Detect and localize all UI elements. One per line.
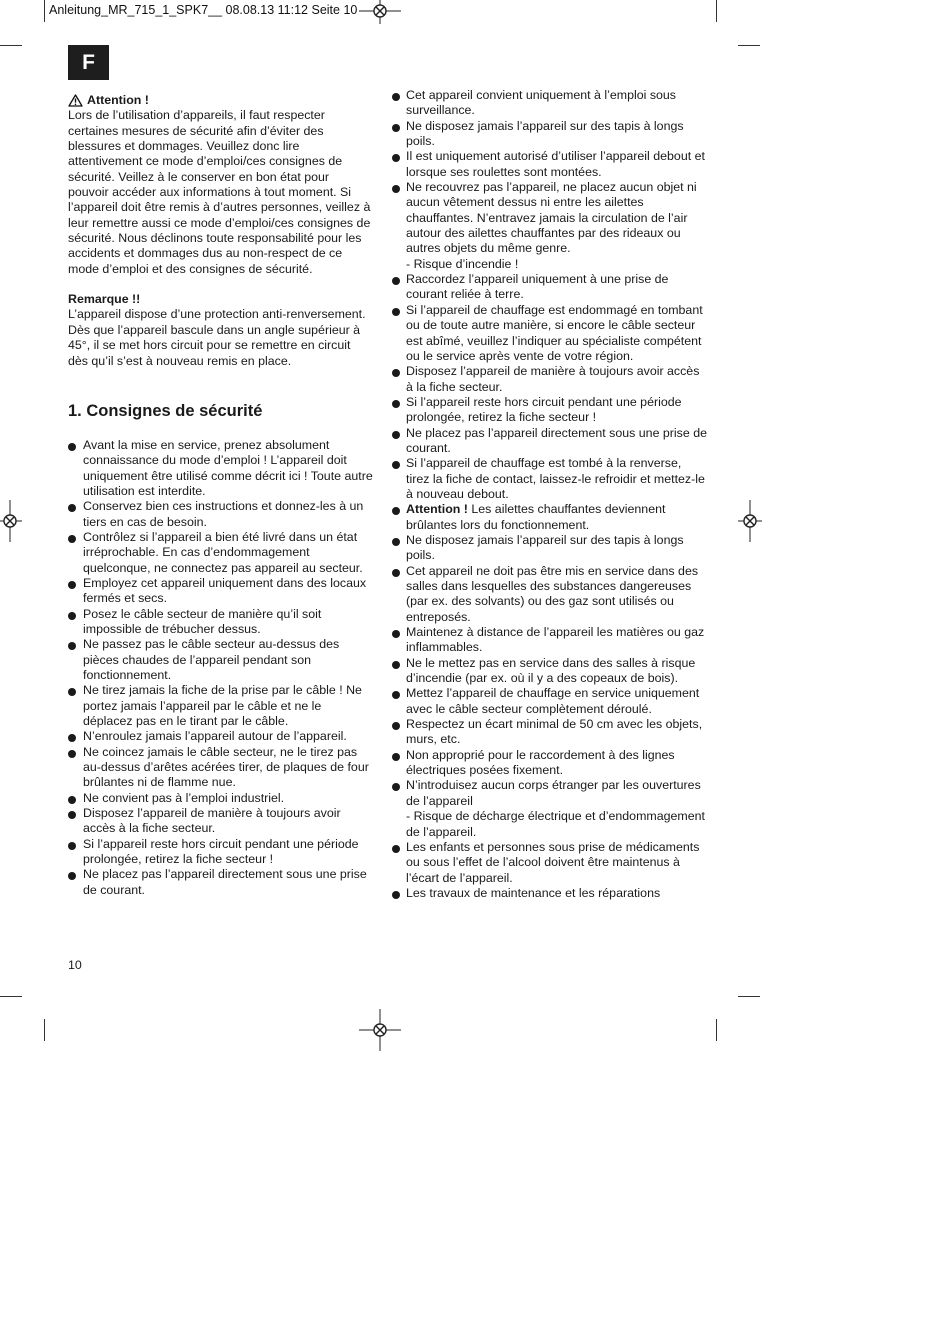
list-item-text: Les enfants et personnes sous prise de médicaments ou sous l’effet de l’alcool doivent être maintenus à l’écart de l’appareil. (406, 839, 700, 885)
list-item (68, 607, 373, 638)
list-item (392, 686, 707, 717)
bullet-icon (68, 688, 76, 696)
list-item (392, 533, 707, 564)
list-item (392, 840, 707, 886)
list-item-text: Cet appareil convient uniquement à l’emploi sous surveillance. (406, 88, 676, 118)
list-item-text: Respectez un écart minimal de 50 cm avec les objets, murs, etc. (406, 717, 703, 747)
bullet-icon (68, 796, 76, 804)
bullet-icon (392, 400, 400, 408)
registration-mark-icon (0, 500, 22, 542)
bullet-icon (392, 507, 400, 515)
list-item-text: Cet appareil ne doit pas être mis en service dans des salles dans lesquelles des substances dangereuses (par ex. des solvants) ou des gaz sont utilisés ou entreposés. (406, 563, 699, 624)
bullet-icon (392, 722, 400, 730)
list-item-text: Ne placez pas l’appareil directement sous une prise de courant. (406, 425, 707, 455)
language-badge: F (68, 45, 109, 80)
bullet-icon (68, 535, 76, 543)
attention-text: Les ailettes chauffantes deviennent brûlantes lors du fonctionnement. (406, 502, 669, 532)
bullet-icon (392, 185, 400, 193)
list-item (68, 745, 373, 791)
left-column (68, 93, 373, 898)
list-item-text: Il est uniquement autorisé d’utiliser l’appareil debout et lorsque ses roulettes sont montées. (406, 149, 705, 179)
bullet-icon (68, 734, 76, 742)
right-column (392, 88, 707, 901)
bullet-icon (392, 569, 400, 577)
list-item-text: Posez le câble secteur de manière qu’il soit impossible de trébucher dessus. (83, 606, 322, 636)
safety-list-right-a (392, 88, 707, 502)
registration-mark-icon (738, 500, 762, 542)
crop-mark (0, 996, 22, 997)
bullet-icon (392, 630, 400, 638)
list-item (392, 180, 707, 272)
bullet-icon (68, 842, 76, 850)
list-item-text: Employez cet appareil uniquement dans des locaux fermés et secs. (83, 575, 367, 606)
crop-mark (44, 0, 45, 22)
bullet-icon (392, 277, 400, 285)
list-item (392, 272, 707, 303)
bullet-icon (68, 811, 76, 819)
bullet-icon (392, 124, 400, 132)
list-item-text: Conservez bien ces instructions et donnez-les à un tiers en cas de besoin. (83, 499, 364, 529)
safety-list-right-b (392, 533, 707, 901)
list-item (68, 438, 373, 499)
list-item (68, 576, 373, 607)
list-item (68, 806, 373, 837)
bullet-icon (392, 845, 400, 853)
bullet-icon (392, 891, 400, 899)
list-item (68, 499, 373, 530)
crop-mark (716, 0, 717, 22)
list-item-text: Ne placez pas l’appareil directement sous une prise de courant. (83, 867, 367, 897)
bullet-icon (392, 369, 400, 377)
list-item-text: Ne disposez jamais l’appareil sur des tapis à longs poils. (406, 532, 684, 563)
attention-body: Lors de l’utilisation d’appareils, il faut respecter certaines mesures de sécurité afin d’éviter des blessures et dommages. Veuillez donc lire attentivement ce mode d’emploi/ces consignes de sécurité. Veillez à le conserver en bon état pour pouvoir accéder aux informations à tout moment. Si l’appareil doit être remis à d’autres personnes, veillez à leur remettre aussi ce mode d’emploi/ces consignes de sécurité. Nous déclinons toute responsabilité pour les accidents et dommages dus au non-respect de ce mode d’emploi et des consignes de sécurité. (68, 108, 371, 276)
print-slug: Anleitung_MR_715_1_SPK7__ 08.08.13 11:12 Seite 10 (49, 3, 358, 17)
list-item-text: Raccordez l’appareil uniquement à une prise de courant reliée à terre. (406, 272, 669, 302)
list-item-text: Les travaux de maintenance et les réparations (406, 885, 661, 900)
list-item (392, 303, 707, 364)
list-item (392, 456, 707, 502)
list-item-text: Non approprié pour le raccordement à des lignes électriques posées fixement. (406, 747, 675, 778)
bullet-icon (392, 154, 400, 162)
bullet-icon (68, 872, 76, 880)
bullet-icon (392, 93, 400, 101)
crop-mark (0, 45, 22, 46)
list-item-text: Ne recouvrez pas l’appareil, ne placez aucun objet ni aucun vêtement dessus ni entre les ailettes chauffantes. N’entravez jamais la circulation de l’air autour des ailettes chauffantes par des rideaux ou autres objets du même genre. - Risque d’incendie ! (406, 180, 697, 271)
bullet-icon (392, 691, 400, 699)
list-item (68, 637, 373, 683)
list-item-text: Ne convient pas à l’emploi industriel. (83, 790, 285, 805)
list-item (392, 564, 707, 625)
list-item (392, 88, 707, 119)
registration-mark-icon (359, 0, 401, 24)
list-item-text: Avant la mise en service, prenez absolument connaissance du mode d’emploi ! L’appareil doit uniquement être utilisé comme décrit ici ! Toute autre utilisation est interdite. (83, 437, 373, 498)
list-item-text: Si l’appareil de chauffage est endommagé en tombant ou de toute autre manière, si encore le câble secteur est abîmé, veuillez l’indiquer au spécialiste compétent ou le service après vente de votre région. (406, 302, 703, 363)
list-item-text: Ne le mettez pas en service dans des salles à risque d’incendie (par ex. où il y a des copeaux de bois). (406, 655, 696, 686)
list-item-text: Mettez l’appareil de chauffage en service uniquement avec le câble secteur complètement déroulé. (406, 686, 700, 716)
bullet-icon (68, 750, 76, 758)
list-item-text: Si l’appareil de chauffage est tombé à la renverse, tirez la fiche de contact, laissez-le refroidir et mettez-le à nouveau debout. (406, 456, 705, 501)
attention-heading (68, 93, 373, 108)
list-item-text: Contrôlez si l’appareil a bien été livré dans un état irréprochable. En cas d’endommagement quelconque, ne connectez pas appareil au secteur. (83, 529, 363, 575)
section-title: 1. Consignes de sécurité (68, 401, 263, 420)
list-item-text: Disposez l’appareil de manière à toujours avoir accès à la fiche secteur. (83, 806, 341, 836)
list-item-text: Si l’appareil reste hors circuit pendant une période prolongée, retirez la fiche secteur ! (83, 836, 359, 867)
bullet-icon (392, 783, 400, 791)
crop-mark (738, 45, 760, 46)
bullet-icon (68, 581, 76, 589)
bullet-icon (68, 642, 76, 650)
list-item-text: Ne passez pas le câble secteur au-dessus des pièces chaudes de l’appareil pendant son fonctionnement. (83, 637, 340, 682)
bullet-icon (68, 504, 76, 512)
list-item-text: Maintenez à distance de l’appareil les matières ou gaz inflammables. (406, 625, 705, 655)
list-item (68, 683, 373, 729)
attention-title: Attention ! (87, 93, 149, 107)
list-item (392, 778, 707, 839)
list-item-text: Disposez l’appareil de manière à toujours avoir accès à la fiche secteur. (406, 364, 700, 394)
list-item-text: Ne coincez jamais le câble secteur, ne le tirez pas au-dessus d’arêtes acérées tirer, de plaques de four brûlantes ni de flamme nue. (83, 744, 369, 790)
crop-mark (44, 1019, 45, 1041)
warning-triangle-icon (68, 94, 83, 107)
list-item-text: Ne tirez jamais la fiche de la prise par le câble ! Ne portez jamais l’appareil par le câble et ne le déplacez pas en le tirant par le câble. (83, 683, 362, 729)
crop-mark (738, 996, 760, 997)
bullet-icon (68, 612, 76, 620)
list-item (392, 149, 707, 180)
bullet-icon (392, 308, 400, 316)
remarque-title: Remarque !! (68, 292, 141, 307)
list-item (392, 656, 707, 687)
list-item (392, 119, 707, 150)
list-item (68, 530, 373, 576)
list-item (68, 867, 373, 898)
list-item-text: Si l’appareil reste hors circuit pendant une période prolongée, retirez la fiche secteur ! (406, 394, 682, 425)
list-item (392, 364, 707, 395)
list-item-text: N’enroulez jamais l’appareil autour de l’appareil. (83, 729, 347, 744)
list-item (392, 886, 707, 901)
list-item (392, 717, 707, 748)
attention-label: Attention ! (406, 502, 468, 517)
remarque-body: L’appareil dispose d’une protection anti-renversement. Dès que l’appareil bascule dans un angle supérieur à 45°, il se met hors circuit pour se remettre en circuit dès qu’il s’est à nouveau remis en place. (68, 307, 366, 368)
bullet-icon (392, 538, 400, 546)
safety-list-right-attention (392, 502, 707, 533)
bullet-icon (392, 431, 400, 439)
list-item-text: N’introduisez aucun corps étranger par les ouvertures de l’appareil - Risque de décharge électrique et d’endommagement de l’appareil. (406, 778, 705, 839)
list-item (68, 791, 373, 806)
bullet-icon (392, 661, 400, 669)
list-item (392, 502, 707, 533)
list-item (68, 837, 373, 868)
list-item (68, 729, 373, 744)
list-item (392, 625, 707, 656)
list-item (392, 395, 707, 426)
bullet-icon (392, 753, 400, 761)
registration-mark-icon (359, 1009, 401, 1051)
list-item (392, 748, 707, 779)
crop-mark (716, 1019, 717, 1041)
page-number: 10 (68, 958, 82, 972)
bullet-icon (68, 443, 76, 451)
bullet-icon (392, 461, 400, 469)
safety-list-left (68, 438, 373, 898)
list-item-text: Ne disposez jamais l’appareil sur des tapis à longs poils. (406, 118, 684, 149)
list-item (392, 426, 707, 457)
